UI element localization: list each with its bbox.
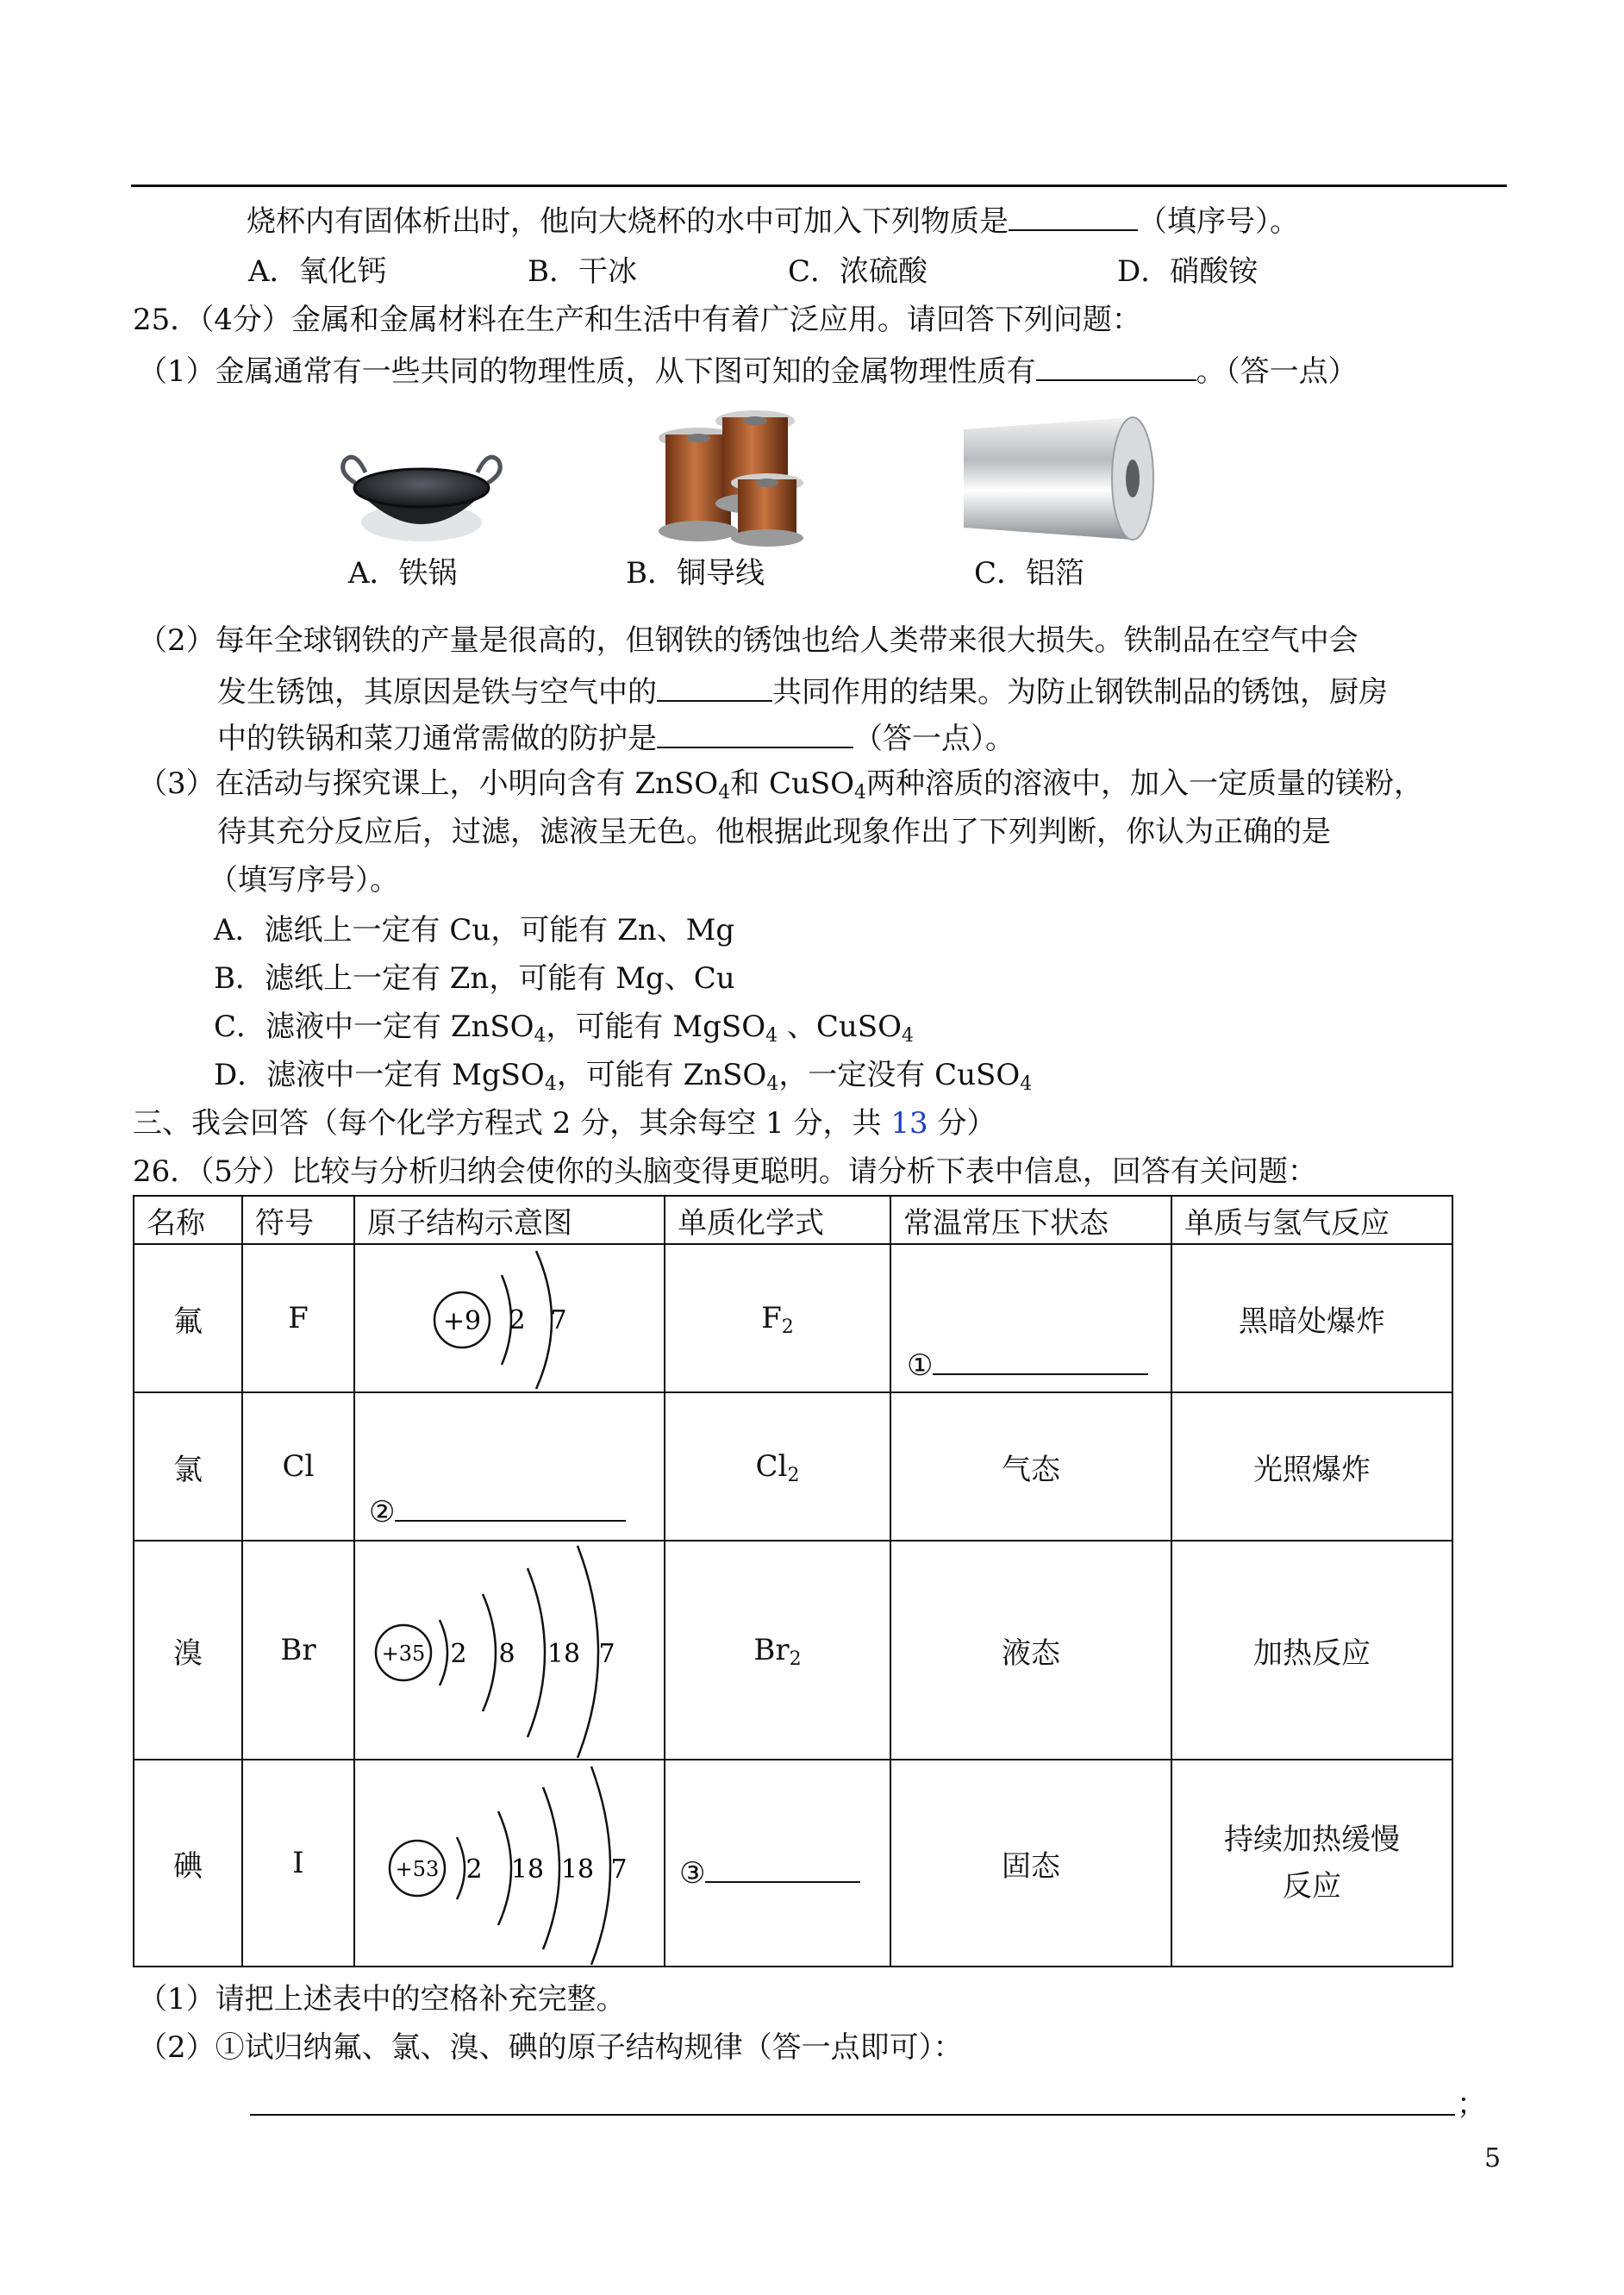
answer-blank[interactable] [1009,203,1138,231]
atomic-structure-diagram [354,1244,665,1392]
shell-electrons: 18 [510,1854,545,1885]
element-name: 氯 [134,1392,242,1541]
q25-option-d-b: ，可能有 ZnSO [556,1058,767,1092]
q25-option-c-a: C．滤液中一定有 ZnSO [214,1010,534,1044]
table-row [134,1392,1452,1541]
formula-text: F [761,1301,782,1335]
element-formula [665,1244,890,1392]
subscript: 4 [901,1025,914,1047]
shell-electrons: 2 [465,1854,483,1885]
q25-part3-line2: 待其充分反应后，过滤，滤液呈无色。他根据此现象作出了下列判断，你认为正确的是 [217,815,1331,849]
shell-electrons: 7 [550,1305,567,1335]
state-cell: 固态 [890,1760,1171,1967]
blank-2 [369,1494,626,1529]
image-caption-c: C．铝箔 [974,556,1085,591]
element-symbol: F [242,1244,354,1392]
q25-part1-after: 。（答一点） [1196,354,1358,389]
column-header: 原子结构示意图 [354,1196,665,1244]
q25-part1-text: （1）金属通常有一些共同的物理性质，从下图可知的金属物理性质有 [138,354,1036,389]
nucleus-charge: +9 [442,1306,482,1336]
formula-blank-cell[interactable] [665,1760,890,1967]
q25-option-c-c: 、CuSO [778,1010,902,1044]
halogen-table [133,1195,1453,1967]
structure-blank-cell[interactable] [354,1392,665,1541]
blank-marker: ③ [679,1856,706,1891]
reaction-cell: 黑暗处爆炸 [1171,1244,1452,1392]
section-total-score: 13 [890,1106,928,1141]
element-name: 氟 [134,1244,242,1392]
continuation-line [247,203,1299,239]
q25-option-c-b: ，可能有 MgSO [546,1010,766,1044]
subscript: 4 [534,1025,547,1047]
subscript: 4 [765,1025,778,1047]
formula-text: Cl [755,1449,788,1484]
column-header: 常温常压下状态 [890,1196,1171,1244]
nucleus-charge: +35 [381,1642,426,1666]
q25-part2-line2 [217,674,1388,710]
q25-part2-text-c: 中的铁锅和菜刀通常需做的防护是 [217,722,657,756]
atomic-structure-diagram [354,1760,665,1967]
q25-part3-text-c: 两种溶质的溶液中，加入一定质量的镁粉， [866,766,1424,801]
reaction-line: 持续加热缓慢 [1224,1823,1400,1857]
section-title-a: 三、我会回答（每个化学方程式 2 分，其余每空 1 分，共 [133,1106,891,1141]
element-name: 碘 [134,1760,242,1967]
q25-part2-line3 [217,721,1015,754]
answer-line[interactable] [250,2114,1455,2116]
q25-option-d [214,1058,1033,1095]
shell-electrons: 2 [509,1305,526,1335]
answer-blank[interactable] [933,1348,1148,1375]
q25-part2-line1: （2）每年全球钢铁的产量是很高的，但钢铁的锈蚀也给人类带来很大损失。铁制品在空气中会 [138,623,1359,658]
q25-option-a: A．滤纸上一定有 Cu，可能有 Zn、Mg [214,913,735,947]
continuation-text: 烧杯内有固体析出时，他向大烧杯的水中可加入下列物质是 [247,204,1009,239]
image-caption-a: A．铁锅 [348,556,458,591]
state-cell: 液态 [890,1541,1171,1760]
q25-part2-text: 发生锈蚀，其原因是铁与空气中的 [217,675,657,710]
formula-text: Br [753,1633,790,1667]
option-d: D．硝酸铵 [1117,254,1259,289]
image-caption-b: B．铜导线 [626,556,765,591]
column-header: 单质化学式 [665,1196,890,1244]
answer-blank[interactable] [395,1494,626,1522]
subscript: 4 [718,782,731,804]
column-header: 符号 [242,1196,354,1244]
aluminum-foil-icon [960,410,1159,548]
section-title [133,1106,996,1141]
element-formula [665,1392,890,1541]
atomic-structure-diagram [354,1541,665,1760]
answer-blank[interactable] [1036,353,1196,381]
q25-option-d-c: ，一定没有 CuSO [778,1058,1021,1092]
page-number: 5 [1484,2143,1502,2173]
q25-option-b: B．滤纸上一定有 Zn，可能有 Mg、Cu [214,961,735,996]
subscript: 4 [854,782,867,804]
blank-1 [907,1348,1148,1383]
shell-electrons: 7 [598,1639,615,1669]
shell-electrons: 7 [610,1854,628,1885]
q25-part3-text-a: （3）在活动与探究课上，小明向含有 ZnSO [138,766,719,801]
shell-electrons: 8 [498,1639,515,1669]
table-row [134,1244,1452,1392]
blank-marker: ② [369,1495,396,1529]
blank-3 [679,1855,860,1891]
answer-blank[interactable] [657,674,772,702]
q25-part2-text-b: 共同作用的结果。为防止钢铁制品的锈蚀，厨房 [772,675,1388,710]
answer-blank[interactable] [705,1855,860,1883]
subscript: 4 [1020,1073,1033,1095]
nucleus-charge: +53 [395,1857,440,1881]
line-end-semicolon: ； [1457,2087,1486,2122]
continuation-text-after: （填序号）。 [1138,204,1299,239]
q25-part3-line3: （填写序号）。 [209,863,399,897]
subscript: 2 [781,1316,794,1338]
shell-electrons: 18 [547,1639,581,1669]
subscript: 2 [787,1465,800,1486]
header-rule [131,184,1507,187]
q25-option-c [214,1010,914,1047]
state-cell: 气态 [890,1392,1171,1541]
reaction-line: 反应 [1283,1869,1341,1904]
subscript: 2 [789,1648,802,1670]
subscript: 4 [766,1073,779,1095]
copper-wire-icon [638,409,819,547]
column-header: 名称 [134,1196,242,1244]
option-c: C．浓硫酸 [788,254,928,289]
q26-part1: （1）请把上述表中的空格补充完整。 [138,1982,626,2017]
state-cell[interactable] [890,1244,1171,1392]
reaction-cell: 光照爆炸 [1171,1392,1452,1541]
shell-electrons: 18 [560,1854,595,1885]
wok-icon [333,438,510,552]
q25-header: 25．（4分）金属和金属材料在生产和生活中有着广泛应用。请回答下列问题： [133,303,1141,337]
q25-part3-line1 [138,766,1424,804]
q25-part1 [138,353,1358,389]
element-formula [665,1541,890,1760]
section-title-b: 分） [928,1106,996,1141]
q25-part3-text-b: 和 CuSO [730,766,855,801]
subscript: 4 [544,1073,557,1095]
q25-part2-text-d: （答一点）。 [853,722,1015,756]
option-b: B．干冰 [528,254,637,289]
element-name: 溴 [134,1541,242,1760]
q25-option-d-a: D．滤液中一定有 MgSO [214,1058,545,1092]
blank-marker: ① [907,1348,934,1383]
option-a: A．氧化钙 [248,254,387,289]
answer-blank[interactable] [657,721,853,748]
table-row [134,1760,1452,1967]
element-symbol: Br [242,1541,354,1760]
shell-electrons: 2 [450,1639,467,1669]
reaction-cell: 加热反应 [1171,1541,1452,1760]
column-header: 单质与氢气反应 [1171,1196,1452,1244]
q26-part2: （2）①试归纳氟、氯、溴、碘的原子结构规律（答一点即可）： [138,2030,963,2065]
reaction-cell [1171,1760,1452,1967]
q26-header: 26．（5分）比较与分析归纳会使你的头脑变得更聪明。请分析下表中信息，回答有关问题： [133,1154,1317,1189]
table-row [134,1541,1452,1760]
element-symbol: I [242,1760,354,1967]
element-symbol: Cl [242,1392,354,1541]
table-header-row [134,1196,1452,1244]
